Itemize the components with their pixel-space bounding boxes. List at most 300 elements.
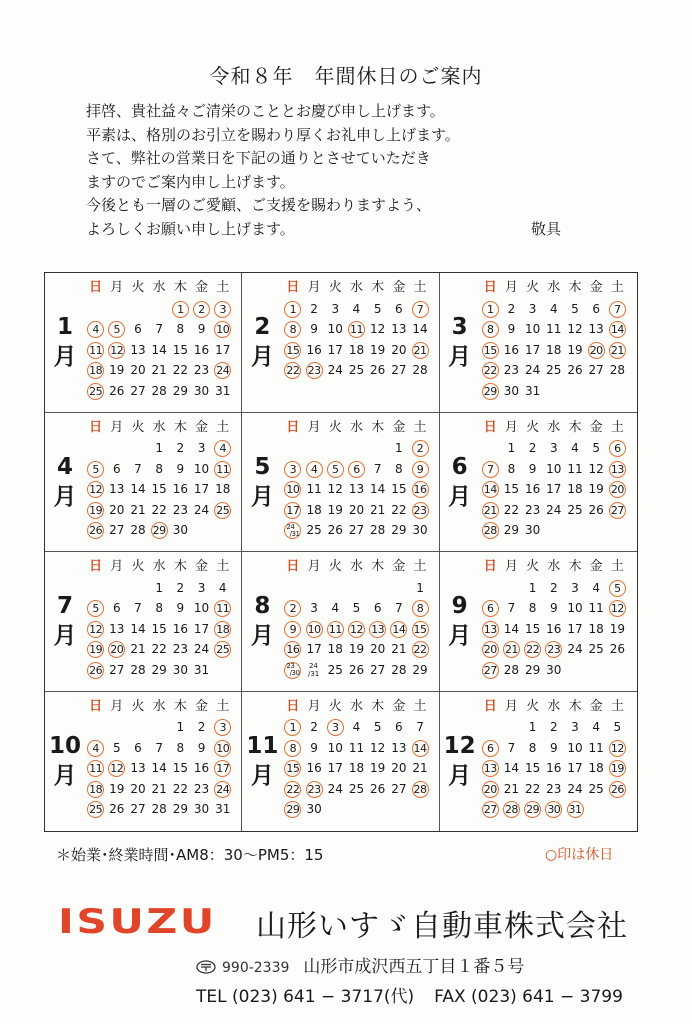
holiday-day: 13	[483, 622, 497, 636]
empty-cell	[480, 717, 501, 738]
day-cell: 23 /30	[286, 662, 300, 677]
day-cell: 9	[549, 740, 558, 755]
month-7	[45, 552, 242, 692]
holiday-day: 12	[89, 622, 103, 636]
day-cell: 22	[151, 502, 167, 517]
day-cell: 11	[588, 740, 604, 755]
day-cell: 14	[503, 761, 520, 775]
day-cell: 27	[109, 523, 125, 537]
day-cell: 3	[197, 580, 206, 595]
day-cell: 16	[172, 482, 188, 496]
day-cell: 18	[327, 642, 343, 656]
day-cell: 21	[503, 781, 520, 796]
holiday-day: 14	[413, 741, 427, 755]
holiday-day: 21	[483, 503, 497, 517]
day-cell: 2	[176, 441, 185, 455]
weekday-header: 木	[173, 419, 187, 435]
holiday-day: 11	[328, 622, 342, 636]
holiday-day: 19	[610, 762, 624, 775]
day-cell: 12	[567, 322, 583, 336]
day-cell: 21	[130, 502, 146, 517]
holiday-day: 4	[212, 438, 233, 459]
postal-mark-icon	[196, 960, 216, 974]
weekday-header: 日	[286, 280, 300, 295]
holiday-day: 20	[110, 643, 124, 656]
day-cell: 23	[193, 781, 210, 796]
greeting-line	[86, 218, 626, 242]
holiday-day: 3	[212, 717, 233, 738]
day-cell: 5	[571, 301, 579, 316]
day-cell: 28	[503, 662, 520, 677]
day-cell: 2	[310, 301, 318, 316]
holiday-day: 14	[610, 323, 624, 336]
day-cell: 2	[197, 720, 206, 734]
day-cell: 7	[155, 322, 163, 336]
holiday-day: 24	[216, 364, 230, 377]
day-cell: 21	[391, 642, 407, 656]
holiday-day: 20	[483, 643, 497, 656]
day-cell: 21	[412, 761, 428, 775]
weekday-header: 木	[371, 280, 385, 295]
weekday-header: 木	[568, 698, 582, 714]
holiday-day: 17	[216, 762, 230, 775]
month-number: 10	[48, 733, 81, 760]
day-cell: 20	[370, 642, 386, 656]
day-cell: 10	[327, 322, 343, 336]
day-cell: 19	[370, 342, 386, 357]
holiday-day: 29	[526, 803, 540, 816]
month-5	[242, 413, 439, 553]
company-address	[196, 952, 524, 977]
day-cell: 8	[155, 461, 163, 476]
day-cell: 17	[327, 761, 343, 775]
weekday-header: 日	[483, 280, 497, 295]
holiday-day: 25	[216, 503, 230, 517]
day-cell: 14	[412, 322, 428, 336]
day-cell: 30	[412, 523, 428, 537]
day-cell: 19	[109, 363, 125, 377]
day-cell: 9	[528, 461, 537, 476]
day-cell: 21	[151, 363, 167, 377]
holiday-day: 25	[89, 384, 103, 398]
month-label	[45, 552, 85, 691]
day-cell: 30	[503, 383, 520, 398]
day-cell: 6	[395, 301, 403, 316]
empty-cell	[325, 578, 346, 599]
holiday-day: 10	[286, 483, 300, 496]
day-cell: 12	[370, 322, 386, 336]
day-cell: 18	[588, 761, 604, 775]
day-cell: 26	[370, 781, 386, 796]
weekday-header: 月	[110, 698, 124, 714]
day-cell: 13	[391, 322, 407, 336]
empty-cell	[149, 299, 170, 320]
day-cell: 6	[395, 720, 403, 734]
day-cell: 20	[130, 781, 146, 796]
day-cell: 11	[567, 461, 583, 476]
month-suffix: 月	[53, 483, 77, 510]
holiday-day: 5	[85, 598, 106, 619]
empty-cell	[304, 438, 325, 459]
empty-cell	[282, 578, 303, 599]
holiday-day: 20	[589, 343, 603, 357]
holiday-day: 6	[346, 459, 367, 480]
month-suffix: 月	[448, 623, 472, 650]
day-cell: 7	[155, 740, 163, 755]
day-cell: 24 /31	[307, 662, 320, 678]
day-cell: 23	[546, 781, 562, 796]
day-cell: 29	[151, 662, 167, 677]
address-text: 山形市成沢西五丁目１番５号	[303, 957, 525, 977]
holiday-day: 29	[152, 524, 166, 537]
day-cell: 13	[391, 740, 407, 755]
holiday-day: 27	[610, 503, 624, 517]
month-suffix: 月	[448, 483, 472, 510]
holiday-day: 25	[89, 803, 103, 816]
day-cell: 27	[391, 363, 407, 377]
month-number: 8	[254, 593, 271, 620]
holiday-day: 10	[216, 323, 230, 336]
day-cell: 14	[151, 761, 167, 775]
day-cell: 28	[151, 802, 167, 816]
day-cell: 30	[193, 383, 210, 398]
holiday-day: 3	[212, 299, 233, 320]
weekday-header: 月	[504, 698, 518, 714]
day-cell: 28	[130, 523, 146, 537]
holiday-day: 5	[325, 459, 346, 480]
day-cell: 4	[592, 720, 600, 734]
day-cell: 19	[327, 502, 343, 517]
weekday-header: 火	[526, 280, 540, 295]
greeting-line: 今後とも一層のご愛顧、ご支援を賜わりますよう、	[86, 196, 432, 214]
weekday-header: 水	[547, 698, 561, 714]
day-grid	[85, 278, 233, 401]
day-cell: 15	[524, 761, 541, 775]
day-cell: 15	[172, 342, 188, 357]
holiday-day: 18	[216, 622, 230, 636]
weekday-header: 日	[286, 419, 300, 435]
weekday-header: 金	[392, 419, 406, 435]
day-cell: 4	[352, 720, 361, 734]
holiday-day: 8	[480, 319, 501, 340]
day-cell: 15	[524, 621, 541, 636]
day-cell: 6	[134, 322, 142, 336]
day-cell: 7	[373, 461, 382, 476]
weekday-header: 土	[610, 559, 624, 574]
day-cell: 19	[567, 342, 583, 357]
empty-cell	[127, 299, 148, 320]
day-cell: 17	[306, 642, 322, 656]
weekday-header: 月	[307, 698, 321, 714]
holiday-day: 21	[610, 343, 624, 357]
day-cell: 26	[348, 662, 365, 677]
day-cell: 23	[172, 502, 188, 517]
fax-number: FAX (023) 641 − 3799	[434, 987, 623, 1007]
day-cell: 8	[176, 740, 185, 755]
month-number: 2	[254, 314, 271, 341]
holiday-day: 22	[286, 364, 300, 377]
weekday-header: 金	[589, 559, 603, 574]
holiday-day: 22	[286, 782, 300, 796]
day-cell: 26	[567, 363, 583, 377]
holiday-day: 23	[547, 643, 561, 656]
day-cell: 25	[327, 662, 343, 677]
day-cell: 16	[193, 342, 210, 357]
day-cell: 26	[327, 523, 343, 537]
day-cell: 24	[546, 502, 562, 517]
month-label	[440, 692, 480, 832]
holiday-day: 4	[85, 738, 106, 759]
holiday-day: 22	[526, 643, 540, 656]
day-cell: 21	[151, 781, 167, 796]
day-cell: 22	[503, 502, 520, 517]
holiday-day: 2	[191, 299, 212, 320]
day-cell: 6	[592, 301, 600, 316]
weekday-header: 土	[413, 280, 427, 295]
empty-cell	[85, 299, 106, 320]
holiday-day: 22	[483, 364, 497, 377]
weekday-header: 月	[307, 280, 321, 295]
day-cell: 29	[391, 523, 407, 537]
day-cell: 22	[172, 781, 188, 796]
weekday-header: 金	[589, 698, 603, 714]
holiday-day: 9	[282, 619, 303, 640]
weekday-header: 月	[307, 419, 321, 435]
weekday-header: 日	[483, 419, 497, 435]
day-cell: 30	[546, 662, 562, 677]
day-cell: 17	[567, 761, 583, 775]
weekday-header: 日	[89, 280, 103, 295]
weekday-header: 木	[371, 559, 385, 574]
day-cell: 1	[528, 720, 537, 734]
day-cell: 24	[193, 642, 210, 656]
day-cell: 20	[130, 363, 146, 377]
day-cell: 22	[151, 642, 167, 656]
holiday-day: 30	[547, 803, 561, 816]
holiday-day: 8	[409, 598, 430, 619]
day-cell: 1	[507, 441, 516, 455]
day-cell: 16	[524, 482, 541, 496]
month-12	[440, 692, 637, 832]
day-cell: 18	[348, 342, 365, 357]
day-cell: 5	[592, 441, 600, 455]
day-cell: 1	[155, 580, 163, 595]
day-cell: 7	[134, 601, 142, 615]
weekday-header: 土	[610, 419, 624, 435]
weekday-header: 水	[152, 559, 166, 574]
day-cell: 30	[524, 523, 541, 537]
weekday-header: 土	[610, 280, 624, 295]
holiday-day: 27	[483, 803, 497, 816]
holiday-day: 24	[216, 782, 230, 796]
day-cell: 7	[395, 601, 403, 615]
month-11	[242, 692, 439, 832]
day-cell: 12	[327, 482, 343, 496]
empty-cell	[85, 438, 106, 459]
empty-cell	[149, 717, 170, 738]
day-cell: 2	[176, 580, 185, 595]
holiday-legend: ○印は休日	[545, 847, 614, 863]
day-cell: 17	[567, 621, 583, 636]
holiday-day: 4	[304, 459, 325, 480]
holiday-day: 18	[89, 364, 103, 377]
day-cell: 10	[567, 601, 583, 615]
holiday-day: 4	[85, 319, 106, 340]
weekday-header: 火	[131, 698, 145, 714]
greeting-line: ますのでご案内申し上げます。	[86, 172, 295, 191]
empty-cell	[106, 299, 127, 320]
month-number: 3	[451, 314, 468, 341]
greeting-text	[86, 100, 626, 241]
holiday-day: 5	[106, 319, 127, 340]
month-number: 9	[451, 593, 468, 620]
month-4	[45, 413, 242, 553]
day-cell: 18	[306, 502, 322, 517]
weekday-header: 金	[195, 698, 209, 714]
weekday-header: 金	[195, 280, 209, 295]
closing-text: 敬具	[531, 219, 562, 238]
day-cell: 9	[197, 322, 206, 336]
day-cell: 14	[130, 482, 146, 496]
day-cell: 26	[370, 363, 386, 377]
day-cell: 27	[130, 802, 146, 816]
day-cell: 7	[507, 740, 516, 755]
weekday-header: 金	[392, 280, 406, 295]
holiday-day: 22	[413, 643, 427, 656]
day-cell: 15	[503, 482, 520, 496]
day-cell: 9	[310, 740, 318, 755]
day-cell: 24	[524, 363, 541, 377]
empty-cell	[282, 438, 303, 459]
day-cell: 13	[588, 322, 604, 336]
holiday-day: 1	[282, 299, 303, 320]
day-cell: 9	[310, 322, 318, 336]
empty-cell	[480, 578, 501, 599]
month-label	[45, 273, 85, 412]
month-suffix: 月	[53, 344, 77, 371]
day-cell: 6	[112, 461, 121, 476]
day-cell: 2	[549, 720, 558, 734]
day-cell: 11	[306, 482, 322, 496]
weekday-header: 土	[216, 698, 230, 714]
day-cell: 7	[416, 720, 424, 734]
holiday-day: 12	[610, 602, 624, 615]
day-cell: 15	[172, 761, 188, 775]
day-grid	[282, 278, 430, 381]
month-label	[45, 692, 85, 832]
day-grid	[282, 557, 430, 680]
day-cell: 24 /31	[286, 522, 300, 538]
day-cell: 4	[592, 580, 600, 595]
day-cell: 3	[528, 301, 537, 316]
weekday-header: 水	[547, 280, 561, 295]
day-cell: 18	[588, 621, 604, 636]
day-cell: 23	[193, 363, 210, 377]
month-suffix: 月	[250, 623, 274, 650]
month-number: 12	[443, 733, 476, 760]
holiday-day: 20	[610, 483, 624, 496]
weekday-header: 土	[413, 419, 427, 435]
day-grid	[480, 418, 628, 541]
day-cell: 9	[197, 740, 206, 755]
holiday-day: 13	[483, 762, 497, 775]
day-cell: 2	[310, 720, 318, 734]
holiday-day: 5	[85, 459, 106, 480]
holiday-day: 11	[216, 602, 230, 615]
month-label	[242, 413, 282, 552]
weekday-header: 金	[195, 559, 209, 574]
weekday-header: 火	[526, 698, 540, 714]
holiday-day: 12	[110, 343, 124, 357]
holiday-day: 29	[286, 803, 300, 816]
holiday-day: 12	[349, 622, 363, 636]
day-cell: 7	[134, 461, 142, 476]
weekday-header: 土	[216, 419, 230, 435]
holiday-day: 2	[409, 438, 430, 459]
weekday-header: 水	[152, 280, 166, 295]
day-cell: 13	[348, 482, 365, 496]
empty-cell	[346, 578, 367, 599]
weekday-header: 金	[392, 698, 406, 714]
day-cell: 16	[193, 761, 210, 775]
day-cell: 26	[609, 642, 626, 656]
day-cell: 5	[373, 720, 382, 734]
month-number: 11	[246, 733, 279, 760]
empty-cell	[127, 578, 148, 599]
day-cell: 18	[215, 482, 231, 496]
day-cell: 10	[524, 322, 541, 336]
day-cell: 22	[172, 363, 188, 377]
day-cell: 11	[546, 322, 562, 336]
weekday-header: 日	[89, 698, 103, 714]
day-cell: 29	[172, 383, 188, 398]
day-cell: 30	[306, 802, 322, 816]
holiday-day: 12	[110, 762, 124, 775]
weekday-header: 火	[526, 419, 540, 435]
holiday-day: 6	[480, 738, 501, 759]
day-cell: 28	[370, 523, 386, 537]
day-cell: 14	[151, 342, 167, 357]
holiday-day: 18	[89, 782, 103, 796]
holiday-day: 17	[286, 503, 300, 517]
month-10	[45, 692, 242, 832]
holiday-day: 23	[413, 503, 427, 517]
weekday-header: 土	[610, 698, 624, 714]
business-hours: ＊始業･終業時間･AM8：30〜PM5：15	[56, 846, 324, 864]
greeting-line: 平素は、格別のお引立を賜わり厚くお礼申し上げます。	[86, 125, 460, 144]
day-cell: 20	[391, 342, 407, 357]
day-cell: 20	[391, 761, 407, 775]
day-cell: 17	[193, 482, 210, 496]
holiday-day: 2	[282, 598, 303, 619]
weekday-header: 火	[131, 280, 145, 295]
day-cell: 1	[176, 720, 185, 734]
weekday-header: 木	[173, 559, 187, 574]
day-cell: 17	[215, 342, 231, 357]
day-cell: 1	[395, 441, 403, 455]
postal-code: 990-2339	[222, 960, 290, 976]
day-cell: 25	[588, 642, 604, 656]
weekday-header: 水	[152, 698, 166, 714]
holiday-day: 8	[282, 738, 303, 759]
day-cell: 1	[155, 441, 163, 455]
day-cell: 23	[172, 642, 188, 656]
day-cell: 10	[193, 461, 210, 476]
empty-cell	[106, 438, 127, 459]
month-8	[242, 552, 439, 692]
empty-cell	[304, 578, 325, 599]
month-9	[440, 552, 637, 692]
